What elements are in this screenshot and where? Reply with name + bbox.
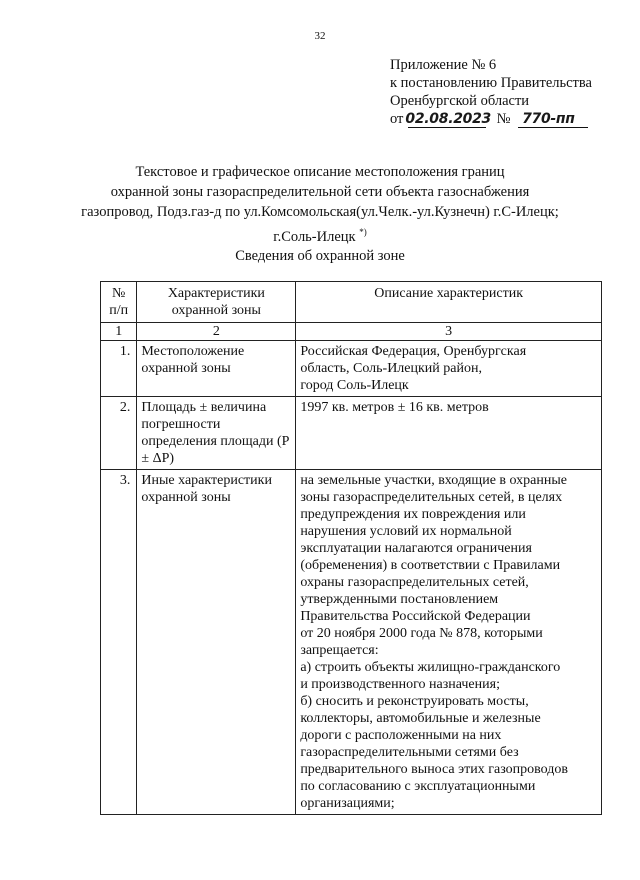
row-characteristic: Иные характеристики охранной зоны: [137, 470, 296, 815]
appendix-block: [390, 56, 592, 128]
handwritten-number: 770-пп: [522, 111, 575, 127]
title-line-4: [0, 222, 640, 247]
appendix-date-number-line: [390, 110, 592, 128]
row-number: 3.: [101, 470, 137, 815]
from-prefix: от: [390, 111, 404, 127]
title-line-1: Текстовое и графическое описание местоположения границ: [135, 164, 505, 180]
table-row: [101, 397, 602, 470]
header-num: № п/п: [101, 282, 137, 323]
appendix-line-1: Приложение № 6: [390, 57, 497, 73]
table-header-row: [101, 282, 602, 323]
number-underline: [518, 127, 588, 128]
row-characteristic: Местоположение охранной зоны: [137, 341, 296, 397]
title-line-2: охранной зоны газораспределительной сети объекта газоснабжения: [110, 184, 530, 200]
handwritten-date: 02.08.2023: [405, 111, 491, 127]
date-underline: [408, 127, 486, 128]
number-sign: №: [496, 111, 511, 127]
title-city: г.Соль-Илецк: [273, 228, 356, 245]
table-row: [101, 470, 602, 815]
column-number-2: 2: [137, 323, 296, 341]
row-description: 1997 кв. метров ± 16 кв. метров: [296, 397, 602, 470]
page-number: 32: [314, 30, 326, 42]
appendix-line-3: Оренбургской области: [390, 93, 530, 109]
title-line-3: газопровод, Подз.газ-д по ул.Комсомольская(ул.Челк.-ул.Кузнечн) г.С-Илецк;: [81, 204, 559, 220]
appendix-line-2: к постановлению Правительства: [390, 75, 592, 91]
table-row: [101, 341, 602, 397]
column-number-1: 1: [101, 323, 137, 341]
footnote-mark: *): [359, 227, 367, 237]
zone-info-table: [100, 281, 602, 815]
row-characteristic: Площадь ± величина погрешности определения площади (P ± ΔP): [137, 397, 296, 470]
number-field: [514, 110, 575, 128]
row-number: 2.: [101, 397, 137, 470]
date-field: [390, 110, 491, 128]
document-title: [0, 162, 640, 247]
row-number: 1.: [101, 341, 137, 397]
row-description: Российская Федерация, Оренбургская область, Соль-Илецкий район, город Соль-Илецк: [296, 341, 602, 397]
column-number-row: [101, 323, 602, 341]
column-number-3: 3: [296, 323, 602, 341]
section-subtitle: Сведения об охранной зоне: [235, 248, 405, 264]
header-characteristics: Характеристики охранной зоны: [137, 282, 296, 323]
header-description: Описание характеристик: [296, 282, 602, 323]
row-description: на земельные участки, входящие в охранные зоны газораспределительных сетей, в целях предупреждения их повреждения или нарушения условий их нормальной эксплуатации налагаются ограничения (обременения) в соответствии с Правилами охраны газораспределительных сетей, утвержденными постановлением Правительства Российской Федерации от 20 ноября 2000 года № 878, которыми запрещается: а) строить объекты жилищно-гражданского и производственного назначения; б) сносить и реконструировать мосты, коллекторы, автомобильные и железные дороги с расположенными на них газораспределительными сетями без предварительного выноса этих газопроводов по согласованию с эксплуатационными организациями;: [296, 470, 602, 815]
